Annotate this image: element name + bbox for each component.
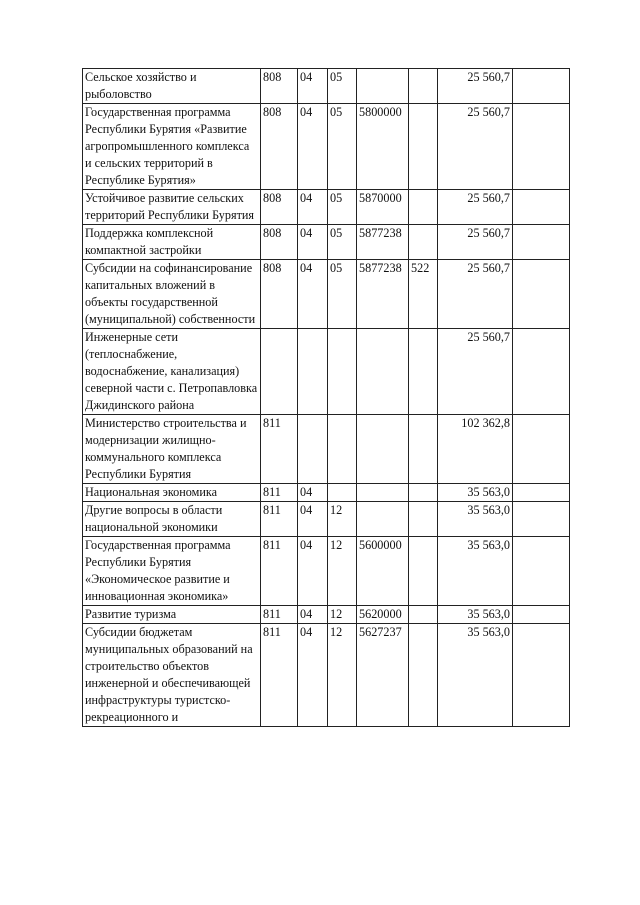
row-section-code: 04: [298, 484, 328, 502]
row-amount: 25 560,7: [438, 104, 513, 190]
table-row: [83, 190, 570, 225]
row-section-code: 04: [298, 537, 328, 606]
row-subsection-code: [328, 329, 357, 415]
row-target-article-code: [357, 329, 409, 415]
row-expense-type-code: [409, 415, 438, 484]
table-row: [83, 69, 570, 104]
row-name-cell: Министерство строительства и модернизации жилищно-коммунального комплекса Республики Бурятия: [83, 415, 261, 484]
row-amount: 25 560,7: [438, 190, 513, 225]
row-empty-cell: [513, 190, 570, 225]
row-amount: 35 563,0: [438, 484, 513, 502]
row-target-article-code: 5877238: [357, 225, 409, 260]
row-name-cell: Национальная экономика: [83, 484, 261, 502]
row-empty-cell: [513, 537, 570, 606]
row-subsection-code: 05: [328, 190, 357, 225]
row-grbs-code: 808: [261, 69, 298, 104]
row-grbs-code: 811: [261, 484, 298, 502]
row-expense-type-code: [409, 104, 438, 190]
row-subsection-code: [328, 415, 357, 484]
row-expense-type-code: [409, 484, 438, 502]
row-target-article-code: 5620000: [357, 606, 409, 624]
row-target-article-code: 5877238: [357, 260, 409, 329]
row-empty-cell: [513, 104, 570, 190]
row-grbs-code: 811: [261, 415, 298, 484]
table-row: [83, 225, 570, 260]
row-amount: 35 563,0: [438, 606, 513, 624]
row-section-code: 04: [298, 190, 328, 225]
row-grbs-code: 808: [261, 104, 298, 190]
row-expense-type-code: [409, 502, 438, 537]
row-expense-type-code: [409, 69, 438, 104]
row-amount: 35 563,0: [438, 624, 513, 727]
row-expense-type-code: [409, 329, 438, 415]
row-name-cell: Инженерные сети (теплоснабжение, водоснабжение, канализация) северной части с. Петропавловка Джидинского района: [83, 329, 261, 415]
row-empty-cell: [513, 260, 570, 329]
row-expense-type-code: [409, 624, 438, 727]
row-amount: 35 563,0: [438, 537, 513, 606]
row-empty-cell: [513, 502, 570, 537]
table-row: [83, 606, 570, 624]
row-section-code: 04: [298, 624, 328, 727]
row-grbs-code: 811: [261, 502, 298, 537]
row-name-cell: Устойчивое развитие сельских территорий Республики Бурятия: [83, 190, 261, 225]
row-subsection-code: 05: [328, 225, 357, 260]
table-row: [83, 624, 570, 727]
row-section-code: [298, 329, 328, 415]
row-name-cell: Сельское хозяйство и рыболовство: [83, 69, 261, 104]
row-empty-cell: [513, 69, 570, 104]
row-target-article-code: [357, 502, 409, 537]
row-amount: 35 563,0: [438, 502, 513, 537]
table-row: [83, 537, 570, 606]
row-expense-type-code: [409, 190, 438, 225]
row-subsection-code: 05: [328, 260, 357, 329]
row-target-article-code: [357, 69, 409, 104]
row-amount: 25 560,7: [438, 225, 513, 260]
row-target-article-code: [357, 484, 409, 502]
row-empty-cell: [513, 606, 570, 624]
row-subsection-code: 05: [328, 69, 357, 104]
row-amount: 102 362,8: [438, 415, 513, 484]
row-target-article-code: 5627237: [357, 624, 409, 727]
row-expense-type-code: [409, 537, 438, 606]
row-grbs-code: 808: [261, 190, 298, 225]
row-name-cell: Субсидии на софинансирование капитальных вложений в объекты государственной (муниципальной) собственности: [83, 260, 261, 329]
budget-table-body: [83, 69, 570, 727]
budget-table: [82, 68, 570, 727]
table-row: [83, 329, 570, 415]
row-amount: 25 560,7: [438, 69, 513, 104]
table-row: [83, 104, 570, 190]
row-empty-cell: [513, 329, 570, 415]
row-grbs-code: 808: [261, 225, 298, 260]
row-grbs-code: 808: [261, 260, 298, 329]
row-empty-cell: [513, 484, 570, 502]
row-empty-cell: [513, 624, 570, 727]
row-subsection-code: 12: [328, 537, 357, 606]
table-row: [83, 260, 570, 329]
row-name-cell: Государственная программа Республики Бурятия «Развитие агропромышленного комплекса и сельских территорий в Республике Бурятия»: [83, 104, 261, 190]
row-subsection-code: [328, 484, 357, 502]
row-amount: 25 560,7: [438, 329, 513, 415]
row-subsection-code: 12: [328, 606, 357, 624]
row-section-code: 04: [298, 225, 328, 260]
row-section-code: 04: [298, 502, 328, 537]
row-target-article-code: 5800000: [357, 104, 409, 190]
row-expense-type-code: [409, 225, 438, 260]
row-grbs-code: 811: [261, 624, 298, 727]
table-row: [83, 415, 570, 484]
table-row: [83, 484, 570, 502]
row-subsection-code: 12: [328, 624, 357, 727]
row-subsection-code: 05: [328, 104, 357, 190]
row-subsection-code: 12: [328, 502, 357, 537]
row-name-cell: Поддержка комплексной компактной застройки: [83, 225, 261, 260]
row-name-cell: Развитие туризма: [83, 606, 261, 624]
row-name-cell: Государственная программа Республики Бурятия «Экономическое развитие и инновационная экономика»: [83, 537, 261, 606]
row-amount: 25 560,7: [438, 260, 513, 329]
row-empty-cell: [513, 225, 570, 260]
table-row: [83, 502, 570, 537]
row-name-cell: Субсидии бюджетам муниципальных образований на строительство объектов инженерной и обеспечивающей инфраструктуры туристско-рекреационного и: [83, 624, 261, 727]
row-section-code: 04: [298, 606, 328, 624]
row-section-code: [298, 415, 328, 484]
row-grbs-code: [261, 329, 298, 415]
row-grbs-code: 811: [261, 537, 298, 606]
row-expense-type-code: 522: [409, 260, 438, 329]
row-name-cell: Другие вопросы в области национальной экономики: [83, 502, 261, 537]
row-empty-cell: [513, 415, 570, 484]
row-target-article-code: 5600000: [357, 537, 409, 606]
row-target-article-code: [357, 415, 409, 484]
row-section-code: 04: [298, 260, 328, 329]
row-grbs-code: 811: [261, 606, 298, 624]
row-expense-type-code: [409, 606, 438, 624]
row-target-article-code: 5870000: [357, 190, 409, 225]
row-section-code: 04: [298, 104, 328, 190]
row-section-code: 04: [298, 69, 328, 104]
